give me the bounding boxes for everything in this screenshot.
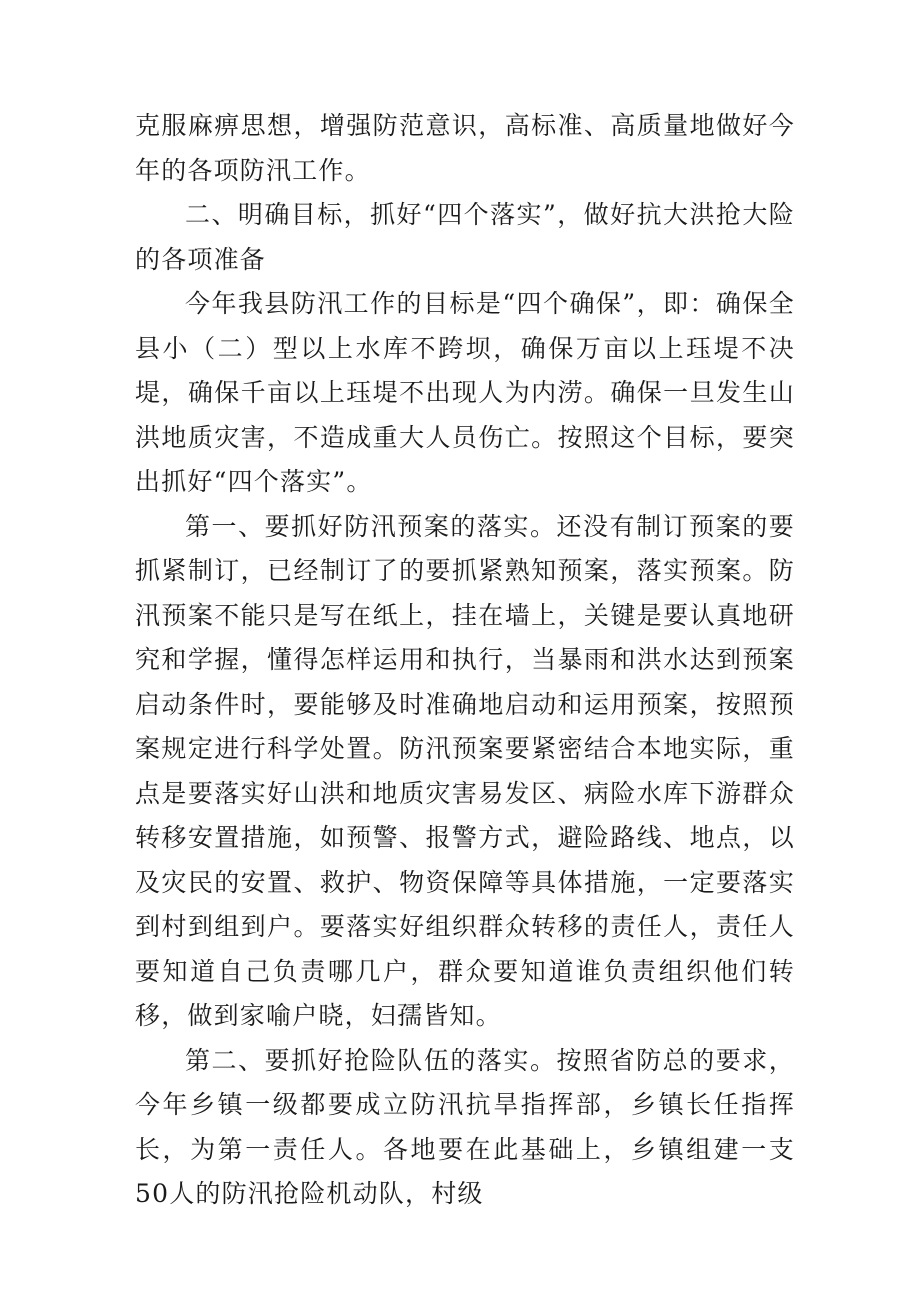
section-heading: 二、明确目标，抓好“四个落实”，做好抗大洪抢大险的各项准备 [135, 200, 795, 274]
paragraph-goals: 今年我县防汛工作的目标是“四个确保”，即：确保全县小（二）型以上水库不跨坝，确保万亩以上珏堤不决堤，确保千亩以上珏堤不出现人为内涝。确保一旦发生山洪地质灾害，不造成重大人员伤亡。按照这个目标，要突出抓好“四个落实”。 [135, 289, 795, 496]
paragraph-continuation: 克服麻痹思想，增强防范意识，高标准、高质量地做好今年的各项防汛工作。 [135, 111, 795, 185]
paragraph-rescue-team: 第二、要抓好抢险队伍的落实。按照省防总的要求，今年乡镇一级都要成立防汛抗旱指挥部，乡镇长任指挥长，为第一责任人。各地要在此基础上，乡镇组建一支50人的防汛抢险机动队，村级 [135, 1045, 795, 1208]
document-body [135, 104, 795, 1217]
paragraph-plan-implementation: 第一、要抓好防汛预案的落实。还没有制订预案的要抓紧制订，已经制订了的要抓紧熟知预案，落实预案。防汛预案不能只是写在纸上，挂在墙上，关键是要认真地研究和学握，懂得怎样运用和执行，当暴雨和洪水达到预案启动条件时，要能够及时准确地启动和运用预案，按照预案规定进行科学处置。防汛预案要紧密结合本地实际，重点是要落实好山洪和地质灾害易发区、病险水库下游群众转移安置措施，如预警、报警方式，避险路线、地点，以及灾民的安置、救护、物资保障等具体措施，一定要落实到村到组到户。要落实好组织群众转移的责任人，责任人要知道自己负责哪几户，群众要知道谁负责组织他们转移，做到家喻户晓，妇孺皆知。 [135, 511, 795, 1030]
